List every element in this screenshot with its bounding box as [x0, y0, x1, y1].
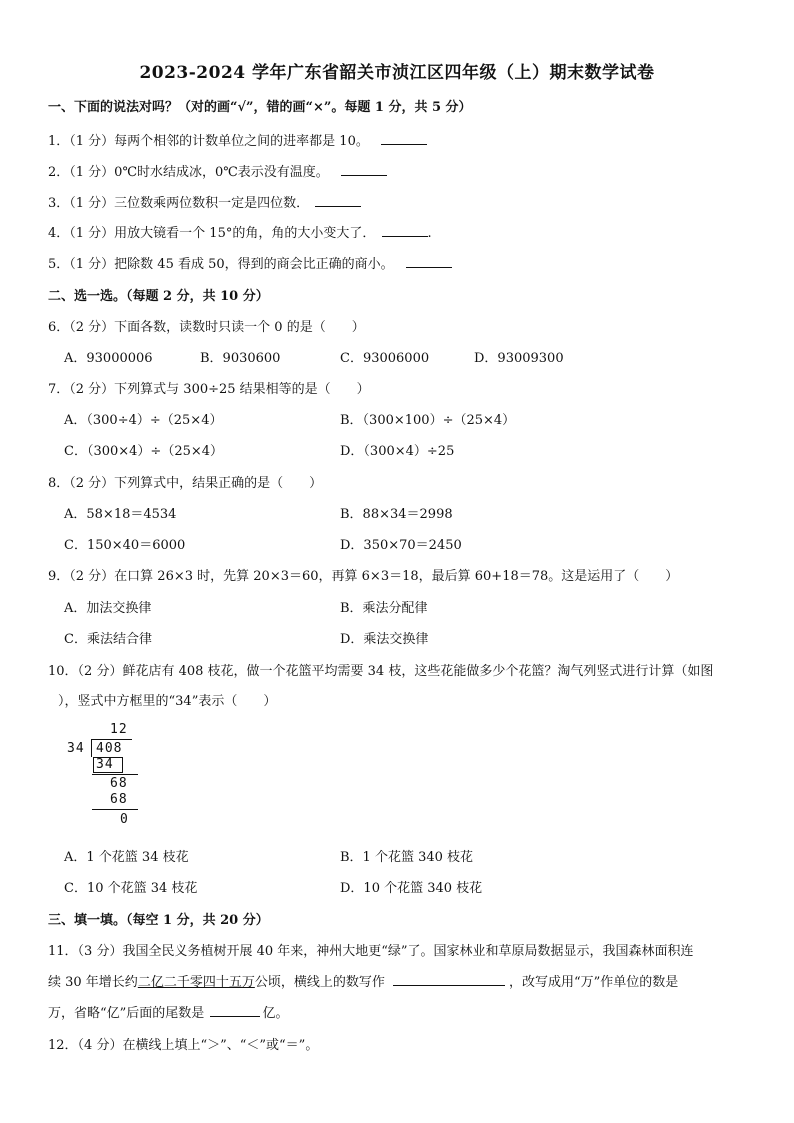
q6-option-d[interactable]: D．93009300 — [474, 351, 564, 366]
question-8: 8．（2 分）下列算式中，结果正确的是（ ） — [48, 476, 323, 491]
answer-blank-11-2[interactable] — [210, 1004, 260, 1017]
question-4-end: . — [427, 226, 432, 241]
division-step-3: 68 — [110, 792, 128, 807]
answer-blank-4[interactable] — [382, 224, 428, 237]
question-10-line-2: ），竖式中方框里的“34”表示（ ） — [58, 694, 277, 709]
q9-option-d[interactable]: D．乘法交换律 — [340, 632, 429, 647]
q11-text-e: 亿。 — [262, 1006, 289, 1021]
question-11-line-3 — [48, 1002, 288, 1021]
division-bracket — [91, 739, 92, 757]
division-divisor: 34 — [67, 741, 85, 756]
question-4-text: 4．（1 分）用放大镜看一个 15°的角，角的大小变大了． — [48, 226, 376, 241]
division-step-1: 34 — [96, 757, 114, 772]
q7-option-b[interactable]: B．（300×100）÷（25×4） — [340, 413, 516, 428]
q11-text-c: ，改写成用“万”作单位的数是 — [508, 975, 679, 990]
q7-option-a[interactable]: A．（300÷4）÷（25×4） — [64, 413, 223, 428]
exam-title: 2023-2024 学年广东省韶关市浈江区四年级（上）期末数学试卷 — [139, 63, 655, 83]
question-2-text: 2．（1 分）0℃时水结成冰，0℃表示没有温度。 — [48, 165, 329, 180]
answer-blank-2[interactable] — [341, 163, 387, 176]
q11-underlined-number: 二亿二千零四十五万 — [137, 975, 255, 990]
question-3-text: 3．（1 分）三位数乘两位数积一定是四位数． — [48, 196, 310, 211]
q9-option-a[interactable]: A．加法交换律 — [64, 601, 152, 616]
question-5-text: 5．（1 分）把除数 45 看成 50，得到的商会比正确的商小。 — [48, 257, 394, 272]
division-remainder: 0 — [120, 812, 129, 827]
q10-option-d[interactable]: D．10 个花篮 340 枝花 — [340, 881, 483, 896]
q10-option-b[interactable]: B．1 个花篮 340 枝花 — [340, 850, 474, 865]
question-4 — [48, 222, 432, 241]
q11-text-a: 续 30 年增长约 — [48, 975, 138, 990]
q8-option-b[interactable]: B．88×34＝2998 — [340, 507, 453, 522]
division-bar — [92, 739, 132, 740]
q11-text-b: 公顷，横线上的数写作 — [254, 975, 385, 990]
q7-option-c[interactable]: C．（300×4）÷（25×4） — [64, 444, 224, 459]
q8-option-d[interactable]: D．350×70＝2450 — [340, 538, 462, 553]
section-3-heading: 三、填一填。（每空 1 分，共 20 分） — [48, 913, 269, 928]
question-7: 7．（2 分）下列算式与 300÷25 结果相等的是（ ） — [48, 382, 370, 397]
question-6: 6．（2 分）下面各数，读数时只读一个 0 的是（ ） — [48, 320, 365, 335]
question-11-line-2 — [48, 971, 678, 990]
question-11-line-1: 11．（3 分）我国全民义务植树开展 40 年来，神州大地更“绿”了。国家林业和草原局数据显示，我国森林面积连 — [48, 944, 694, 959]
q10-option-c[interactable]: C．10 个花篮 34 枝花 — [64, 881, 198, 896]
question-1-text: 1．（1 分）每两个相邻的计数单位之间的进率都是 10。 — [48, 134, 369, 149]
q9-option-c[interactable]: C．乘法结合律 — [64, 632, 152, 647]
division-step-2: 68 — [110, 776, 128, 791]
division-rule-2 — [92, 809, 138, 810]
q10-option-a[interactable]: A．1 个花篮 34 枝花 — [64, 850, 189, 865]
answer-blank-11-1[interactable] — [393, 973, 505, 986]
q9-option-b[interactable]: B．乘法分配律 — [340, 601, 428, 616]
q7-option-d[interactable]: D．（300×4）÷25 — [340, 444, 455, 459]
division-dividend: 408 — [96, 741, 123, 756]
division-quotient: 12 — [110, 722, 128, 737]
question-9: 9．（2 分）在口算 26×3 时，先算 20×3＝60，再算 6×3＝18，最后算 60+18＝78。这是运用了（ ） — [48, 569, 679, 584]
question-3 — [48, 192, 361, 211]
answer-blank-1[interactable] — [381, 132, 427, 145]
question-1 — [48, 130, 427, 149]
q8-option-c[interactable]: C．150×40＝6000 — [64, 538, 186, 553]
answer-blank-5[interactable] — [406, 255, 452, 268]
question-12: 12．（4 分）在横线上填上“＞”、“＜”或“＝”。 — [48, 1038, 319, 1053]
question-2 — [48, 161, 387, 180]
q6-option-a[interactable]: A．93000006 — [64, 351, 153, 366]
q6-option-c[interactable]: C．93006000 — [340, 351, 430, 366]
question-10-line-1: 10．（2 分）鲜花店有 408 枝花，做一个花篮平均需要 34 枝，这些花能做多少个花篮？淘气列竖式进行计算（如图 — [48, 664, 714, 679]
q8-option-a[interactable]: A．58×18＝4534 — [64, 507, 177, 522]
question-5 — [48, 253, 452, 272]
q6-option-b[interactable]: B．9030600 — [200, 351, 281, 366]
q11-text-d: 万，省略“亿”后面的尾数是 — [48, 1006, 205, 1021]
section-2-heading: 二、选一选。（每题 2 分，共 10 分） — [48, 289, 269, 304]
division-rule-1 — [92, 774, 138, 775]
section-1-heading: 一、下面的说法对吗？（对的画“√”，错的画“×”。每题 1 分，共 5 分） — [48, 100, 472, 115]
answer-blank-3[interactable] — [315, 194, 361, 207]
long-division-figure — [66, 722, 146, 832]
